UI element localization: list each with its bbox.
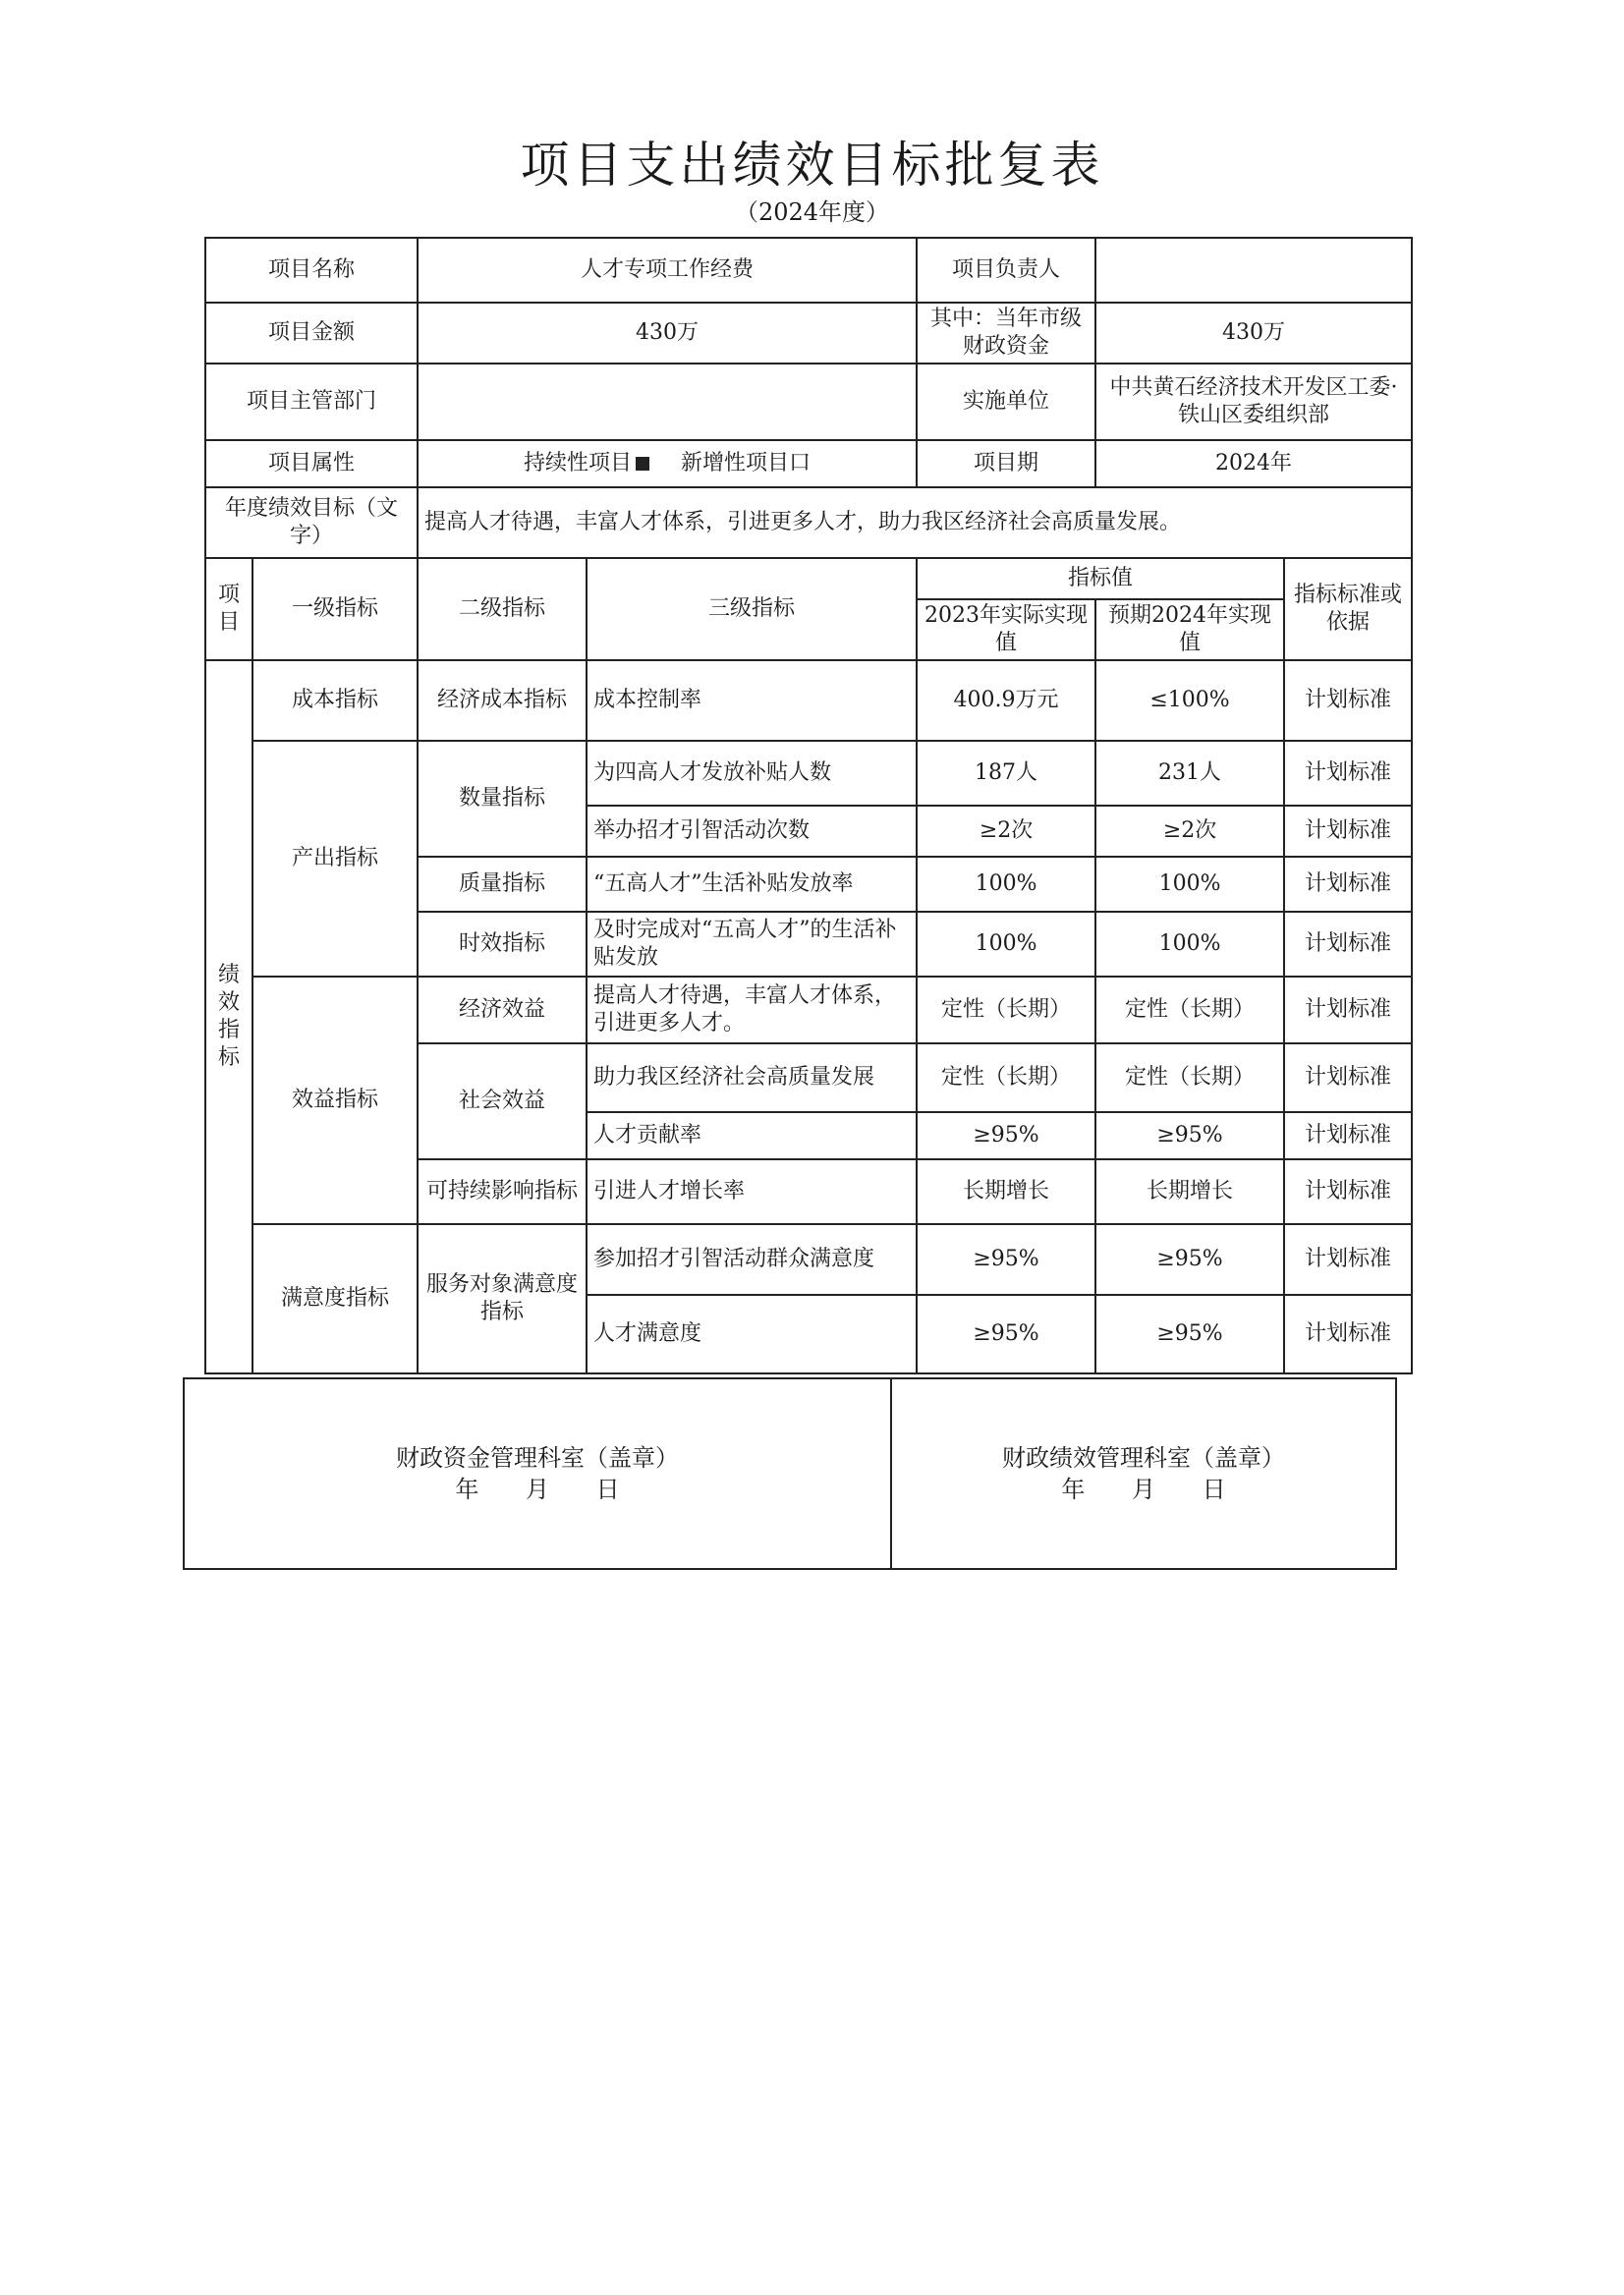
indicator-cell: 引进人才增长率 [587, 1159, 917, 1224]
subgroup-economic-benefit: 经济效益 [418, 977, 587, 1043]
info-row-dept [205, 364, 1412, 440]
indicator-cell: 助力我区经济社会高质量发展 [587, 1043, 917, 1112]
checked-square-icon [636, 457, 649, 471]
indicator-cell: 及时完成对“五高人才”的生活补贴发放 [587, 912, 917, 977]
table-row [205, 741, 1412, 806]
info-row-name [205, 238, 1412, 303]
group-satisfaction: 满意度指标 [252, 1224, 418, 1373]
dept-value [418, 364, 917, 440]
expected-cell: 长期增长 [1095, 1159, 1284, 1224]
expected-cell: 定性（长期） [1095, 1043, 1284, 1112]
attr-continuing: 持续性项目 [524, 451, 633, 476]
actual-cell: 187人 [917, 741, 1095, 806]
right-office-label: 财政绩效管理科室（盖章） [1002, 1444, 1285, 1472]
subgroup-economic-cost: 经济成本指标 [418, 660, 587, 741]
impl-label: 实施单位 [917, 364, 1095, 440]
standard-cell: 计划标准 [1284, 741, 1412, 806]
table-row [205, 660, 1412, 741]
standard-cell: 计划标准 [1284, 1295, 1412, 1373]
expected-cell: 100% [1095, 912, 1284, 977]
standard-cell: 计划标准 [1284, 1159, 1412, 1224]
goal-value: 提高人才待遇，丰富人才体系，引进更多人才，助力我区经济社会高质量发展。 [418, 487, 1412, 558]
indicator-cell: 为四高人才发放补贴人数 [587, 741, 917, 806]
expected-cell: 231人 [1095, 741, 1284, 806]
group-benefit: 效益指标 [252, 977, 418, 1224]
leader-label: 项目负责人 [917, 238, 1095, 303]
table-row [205, 1224, 1412, 1295]
expected-cell: ≥95% [1095, 1112, 1284, 1159]
standard-cell: 计划标准 [1284, 1112, 1412, 1159]
subgroup-social-benefit: 社会效益 [418, 1043, 587, 1159]
dept-label: 项目主管部门 [205, 364, 418, 440]
actual-cell: 定性（长期） [917, 1043, 1095, 1112]
expected-cell: 定性（长期） [1095, 977, 1284, 1043]
attr-label: 项目属性 [205, 440, 418, 487]
actual-cell: 长期增长 [917, 1159, 1095, 1224]
actual-cell: 400.9万元 [917, 660, 1095, 741]
signature-table [183, 1377, 1397, 1570]
amount-label: 项目金额 [205, 303, 418, 364]
impl-unit-value: 中共黄石经济技术开发区工委·铁山区委组织部 [1095, 364, 1412, 440]
standard-cell: 计划标准 [1284, 857, 1412, 912]
indicator-cell: “五高人才”生活补贴发放率 [587, 857, 917, 912]
actual-cell: ≥95% [917, 1224, 1095, 1295]
header-expected-2024: 预期2024年实现值 [1095, 599, 1284, 660]
actual-cell: 100% [917, 857, 1095, 912]
group-cost: 成本指标 [252, 660, 418, 741]
info-row-amount [205, 303, 1412, 364]
period-value: 2024年 [1095, 440, 1412, 487]
leader-value [1095, 238, 1412, 303]
actual-cell: ≥95% [917, 1295, 1095, 1373]
group-output: 产出指标 [252, 741, 418, 977]
city-fund-label: 其中：当年市级财政资金 [917, 303, 1095, 364]
indicator-cell: 成本控制率 [587, 660, 917, 741]
indicator-cell: 参加招才引智活动群众满意度 [587, 1224, 917, 1295]
attr-value [418, 440, 917, 487]
table-row [205, 977, 1412, 1043]
indicator-cell: 人才满意度 [587, 1295, 917, 1373]
subgroup-sustainable: 可持续影响指标 [418, 1159, 587, 1224]
subgroup-quality: 质量指标 [418, 857, 587, 912]
header-standard: 指标标准或依据 [1284, 558, 1412, 660]
left-date-line: 年 月 日 [455, 1476, 620, 1503]
goal-label: 年度绩效目标（文字） [205, 487, 418, 558]
standard-cell: 计划标准 [1284, 1224, 1412, 1295]
page-subtitle: （2024年度） [734, 198, 890, 226]
subgroup-timeliness: 时效指标 [418, 912, 587, 977]
indicator-cell: 提高人才待遇，丰富人才体系，引进更多人才。 [587, 977, 917, 1043]
indicator-cell: 举办招才引智活动次数 [587, 806, 917, 857]
info-row-attr [205, 440, 1412, 487]
header-level2: 二级指标 [418, 558, 587, 660]
project-name-label: 项目名称 [205, 238, 418, 303]
project-name-value: 人才专项工作经费 [418, 238, 917, 303]
standard-cell: 计划标准 [1284, 912, 1412, 977]
amount-value: 430万 [418, 303, 917, 364]
header-project: 项目 [205, 558, 252, 660]
expected-cell: ≥95% [1095, 1295, 1284, 1373]
standard-cell: 计划标准 [1284, 660, 1412, 741]
header-row-1 [205, 558, 1412, 599]
subgroup-quantity: 数量指标 [418, 741, 587, 857]
subgroup-service-satisfaction: 服务对象满意度指标 [418, 1224, 587, 1373]
signature-left [184, 1378, 891, 1569]
attr-new: 新增性项目口 [681, 451, 812, 476]
actual-cell: ≥2次 [917, 806, 1095, 857]
actual-cell: 100% [917, 912, 1095, 977]
signature-right [891, 1378, 1396, 1569]
city-fund-value: 430万 [1095, 303, 1412, 364]
expected-cell: ≥2次 [1095, 806, 1284, 857]
header-level1: 一级指标 [252, 558, 418, 660]
header-level3: 三级指标 [587, 558, 917, 660]
standard-cell: 计划标准 [1284, 1043, 1412, 1112]
standard-cell: 计划标准 [1284, 977, 1412, 1043]
performance-table [204, 237, 1413, 1374]
left-office-label: 财政资金管理科室（盖章） [396, 1444, 679, 1472]
actual-cell: ≥95% [917, 1112, 1095, 1159]
period-label: 项目期 [917, 440, 1095, 487]
header-actual-2023: 2023年实际实现值 [917, 599, 1095, 660]
standard-cell: 计划标准 [1284, 806, 1412, 857]
actual-cell: 定性（长期） [917, 977, 1095, 1043]
info-row-goal [205, 487, 1412, 558]
right-date-line: 年 月 日 [1061, 1476, 1226, 1503]
page-title: 项目支出绩效目标批复表 [520, 137, 1104, 194]
expected-cell: 100% [1095, 857, 1284, 912]
section-label-performance: 绩 效 指 标 [205, 660, 252, 1373]
indicator-cell: 人才贡献率 [587, 1112, 917, 1159]
header-value: 指标值 [917, 558, 1284, 599]
expected-cell: ≤100% [1095, 660, 1284, 741]
expected-cell: ≥95% [1095, 1224, 1284, 1295]
